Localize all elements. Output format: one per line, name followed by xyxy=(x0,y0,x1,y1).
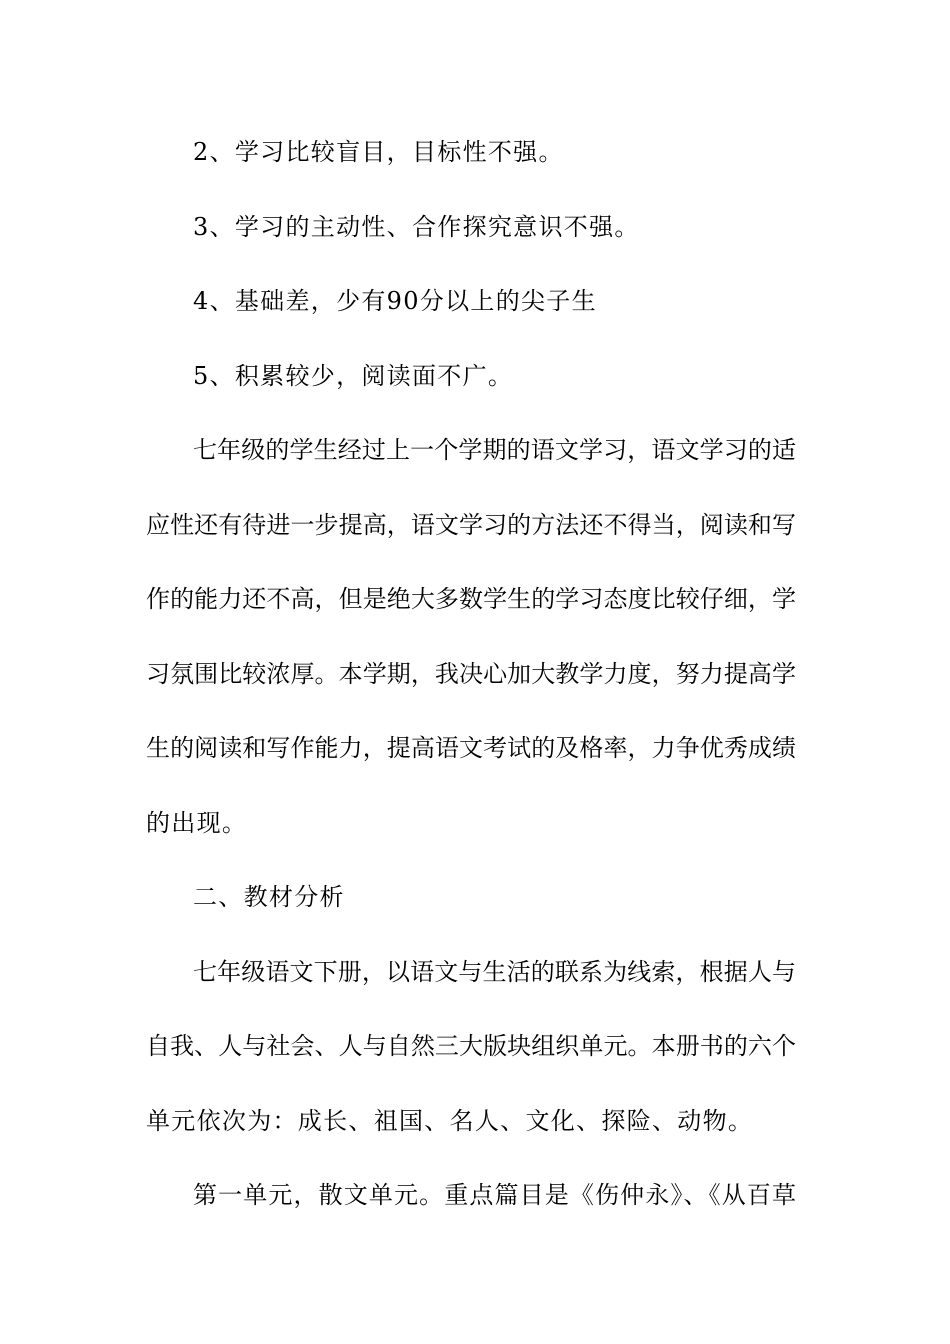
list-item-4: 4、基础差，少有90分以上的尖子生 xyxy=(193,287,597,315)
paragraph-line: 七年级语文下册，以语文与生活的联系为线索，根据人与 xyxy=(193,958,796,986)
list-item-3: 3、学习的主动性、合作探究意识不强。 xyxy=(193,213,640,241)
paragraph-line: 第一单元，散文单元。重点篇目是《伤仲永》、《从百草 xyxy=(193,1181,796,1209)
paragraph-line: 习氛围比较浓厚。本学期，我决心加大教学力度，努力提高学 xyxy=(146,660,796,688)
section-heading: 二、教材分析 xyxy=(193,883,345,911)
paragraph-line: 七年级的学生经过上一个学期的语文学习，语文学习的适 xyxy=(193,436,796,464)
paragraph-line: 单元依次为：成长、祖国、名人、文化、探险、动物。 xyxy=(146,1107,754,1135)
paragraph-line: 生的阅读和写作能力，提高语文考试的及格率，力争优秀成绩 xyxy=(146,734,796,762)
paragraph-line: 作的能力还不高，但是绝大多数学生的学习态度比较仔细，学 xyxy=(146,585,796,613)
paragraph-line: 自我、人与社会、人与自然三大版块组织单元。本册书的六个 xyxy=(146,1032,796,1060)
paragraph-line: 的出现。 xyxy=(146,809,248,837)
paragraph-line: 应性还有待进一步提高，语文学习的方法还不得当，阅读和写 xyxy=(146,511,796,539)
list-item-2: 2、学习比较盲目，目标性不强。 xyxy=(193,138,564,166)
list-item-5: 5、积累较少，阅读面不广。 xyxy=(193,362,514,390)
